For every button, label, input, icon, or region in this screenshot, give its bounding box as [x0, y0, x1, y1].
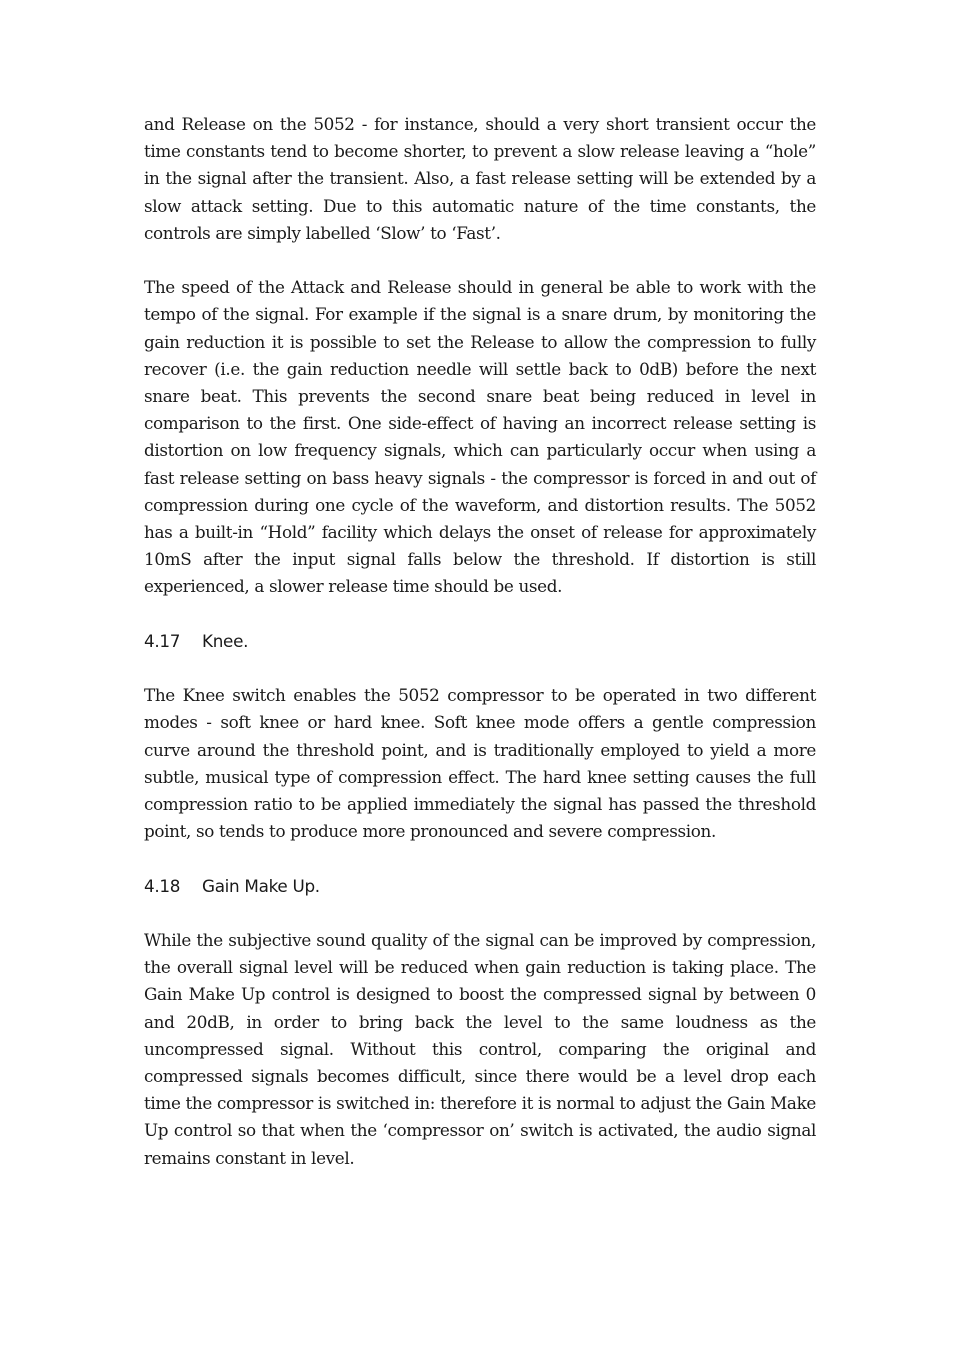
paragraph-attack-release-tempo: The speed of the Attack and Release should in general be able to work with the tempo of the signal. For example if the signal is a snare drum, by monitoring the gain reduction it is possible to set the Release to allow the compression to fully recover (i.e. the gain reduction needle will settle back to 0dB) before the next snare beat. This prevents the second snare beat being reduced in level in comparison to the first. One side-effect of having an incorrect release setting is distortion on low frequency signals, which can particularly occur when using a fast release setting on bass heavy signals - the compressor is forced in and out of compression during one cycle of the waveform, and distortion results. The 5052 has a built-in “Hold” facility which delays the onset of release for approximately 10mS after the input signal falls below the threshold. If distortion is still experienced, a slower release time should be used. — [144, 277, 816, 597]
section-heading-knee — [144, 628, 816, 655]
paragraph-gap — [144, 900, 816, 927]
paragraph-attack-release-continued: and Release on the 5052 - for instance, should a very short transient occur the time constants tend to become shorter, to prevent a slow release leaving a “hole” in the signal after the transient. Also, a fast release setting will be extended by a slow attack setting. Due to this automatic nature of the time constants, the controls are simply labelled ‘Slow’ to ‘Fast’. — [144, 114, 816, 243]
paragraph-gap — [144, 247, 816, 274]
section-number: 4.18 — [144, 875, 181, 896]
paragraph-gain-make-up: While the subjective sound quality of the signal can be improved by compression, the overall signal level will be reduced when gain reduction is taking place. The Gain Make Up control is designed to boost the compressed signal by between 0 and 20dB, in order to bring back the level to the same loudness as the uncompressed signal. Without this control, comparing the original and compressed signals becomes difficult, since there would be a level drop each time the compressor is switched in: therefore it is normal to adjust the Gain Make Up control so that when the ‘compressor on’ switch is activated, the audio signal remains constant in level. — [144, 930, 816, 1168]
section-title: Gain Make Up. — [202, 875, 320, 896]
paragraph-gap — [144, 655, 816, 682]
section-number: 4.17 — [144, 630, 181, 651]
section-title: Knee. — [202, 630, 249, 651]
paragraph-gap — [144, 601, 816, 628]
paragraph-gap — [144, 845, 816, 872]
manual-page — [144, 111, 816, 1172]
paragraph-knee: The Knee switch enables the 5052 compressor to be operated in two different modes - soft knee or hard knee. Soft knee mode offers a gentle compression curve around the threshold point, and is traditionally employed to yield a more subtle, musical type of compression effect. The hard knee setting causes the full compression ratio to be applied immediately the signal has passed the threshold point, so tends to produce more pronounced and severe compression. — [144, 685, 816, 842]
section-heading-gain-make-up — [144, 873, 816, 900]
